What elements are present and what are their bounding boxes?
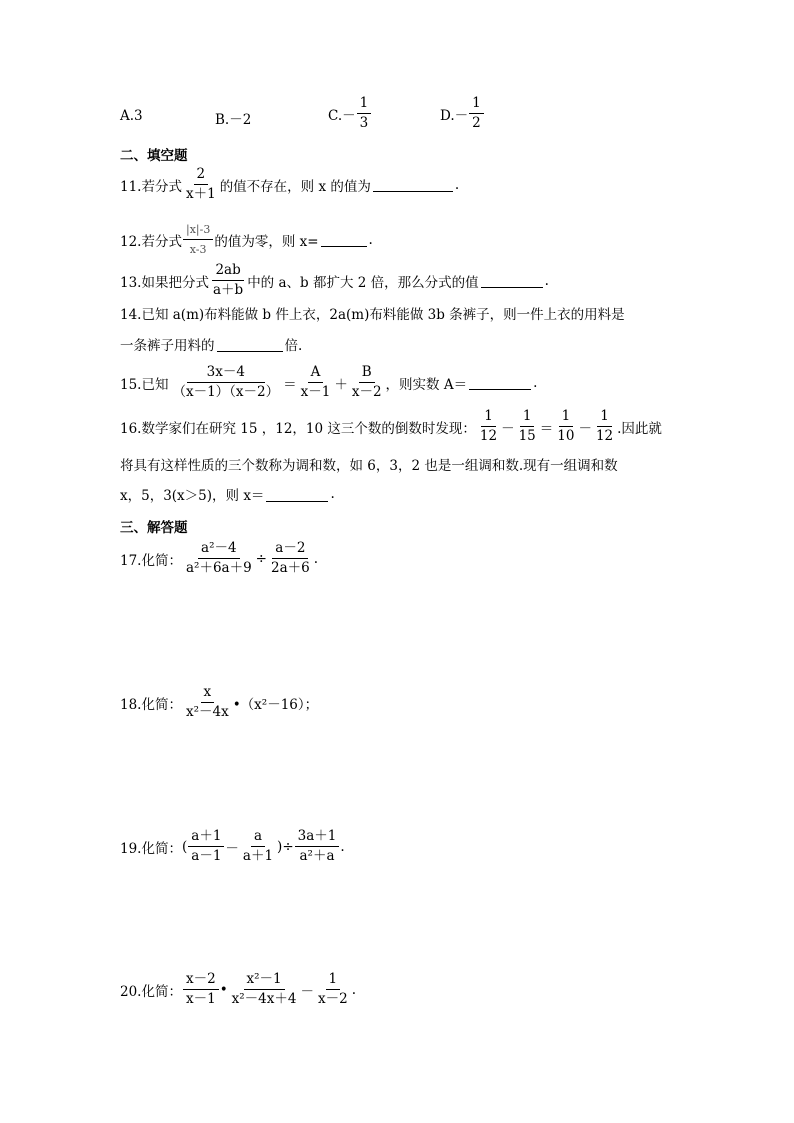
answer-blank[interactable] [481, 273, 543, 288]
fraction: $\frac{1}{12}$ [479, 408, 498, 444]
answer-blank[interactable] [469, 375, 531, 390]
fraction: $\frac{3a+1}{\text{a²＋a}}$ [295, 829, 340, 864]
fraction: $\frac{1}{15}$ [518, 408, 536, 444]
question-19: 19.化简： ( $\frac{a+1}{a-1}$ － $\frac{a}{a+1}$ ) ÷ $\frac{3a+1}{\text{a²＋a}}$ . [120, 828, 345, 864]
fraction: $\frac{a+1}{a-1}$ [188, 829, 224, 864]
question-15: 15.已知 $\frac{3x-4}{(x-1)(x-2)}$ ＝ $\frac{A}{x-1}$ ＋ $\frac{B}{x-2}$ ，则实数 A＝ . [120, 364, 538, 400]
question-16-line-3: x，5，3(x＞5)，则 x＝ . [120, 486, 335, 504]
fraction: $\frac{x-2}{x-1}$ [183, 972, 219, 1007]
fraction: $\frac{1}{10}$ [557, 408, 575, 444]
option-b: B.－2 [215, 112, 252, 128]
answer-blank[interactable] [321, 232, 367, 247]
fraction: $\frac{1}{2}$ [469, 96, 484, 131]
option-d: D.－ $\frac{1}{2}$ [440, 96, 485, 131]
question-20: 20.化简： $\frac{x-2}{x-1}$ • $\frac{\text{x²－1}}{\text{x²－4x＋4}}$ － $\frac{1}{x-2}$ . [120, 971, 356, 1007]
question-16-line-2: 将具有这样性质的三个数称为调和数，如 6，3，2 也是一组调和数.现有一组调和数 [120, 458, 618, 474]
fraction: $\frac{a-2}{2a+6}$ [270, 540, 310, 576]
fraction: $\frac{\text{x²－1}}{\text{x²－4x＋4}}$ [231, 971, 297, 1007]
fraction: $\frac{1}{12}$ [595, 408, 614, 444]
question-11: 11.若分式 $\frac{2}{x+1}$ 的值不存在，则 x 的值为 . [120, 166, 460, 202]
question-13: 13.如果把分式 $\frac{2ab}{a+b}$ 中的 a、b 都扩大 2 倍，那么分式的值 . [120, 262, 549, 298]
question-16-line-1: 16.数学家们在研究 15 ，12，10 这三个数的倒数时发现： $\frac{1}{12}$ － $\frac{1}{15}$ ＝ $\frac{1}{10}$ － $\frac{1}{12}$ .因此就 [120, 408, 662, 444]
fraction: $\frac{1}{x-2}$ [317, 971, 348, 1007]
question-14-line-2: 一条裤子用料的 倍. [120, 338, 303, 354]
fraction: $\frac{2}{x+1}$ [185, 166, 216, 202]
fraction: $\frac{1}{3}$ [357, 96, 372, 131]
section-title-fill-in: 二、填空题 [120, 148, 188, 164]
fraction: $\frac{\text{a²－4}}{\text{a²＋6a＋9}}$ [185, 540, 252, 576]
option-a: A.3 [120, 108, 143, 124]
answer-blank[interactable] [266, 487, 328, 502]
section-title-solve: 三、解答题 [120, 520, 188, 536]
answer-blank[interactable] [217, 337, 283, 352]
fraction: $\frac{2ab}{a+b}$ [212, 262, 244, 298]
fraction: $\frac{A}{x-1}$ [300, 364, 331, 400]
question-12: 12.若分式 $\frac{|x|-3}{x-3}$ 的值为零，则 x= . [120, 223, 373, 256]
answer-blank[interactable] [373, 177, 453, 192]
question-18: 18.化简： $\frac{x}{\text{x²－4x}}$ •（x²－16）； [120, 684, 319, 720]
fraction: $\frac{|x|-3}{x-3}$ [183, 222, 213, 257]
question-17: 17.化简： $\frac{\text{a²－4}}{\text{a²＋6a＋9}}$ ÷ $\frac{a-2}{2a+6}$ . [120, 540, 319, 576]
fraction: $\frac{x}{\text{x²－4x}}$ [185, 684, 229, 720]
question-14-line-1: 14.已知 a(m)布料能做 b 件上衣，2a(m)布料能做 3b 条裤子，则一件上衣的用料是 [120, 307, 625, 323]
fraction: $\frac{3x-4}{(x-1)(x-2)}$ [172, 364, 280, 400]
fraction: $\frac{B}{x-2}$ [351, 364, 382, 400]
fraction: $\frac{a}{a+1}$ [242, 828, 274, 864]
option-c: C.－ $\frac{1}{3}$ [328, 96, 372, 131]
